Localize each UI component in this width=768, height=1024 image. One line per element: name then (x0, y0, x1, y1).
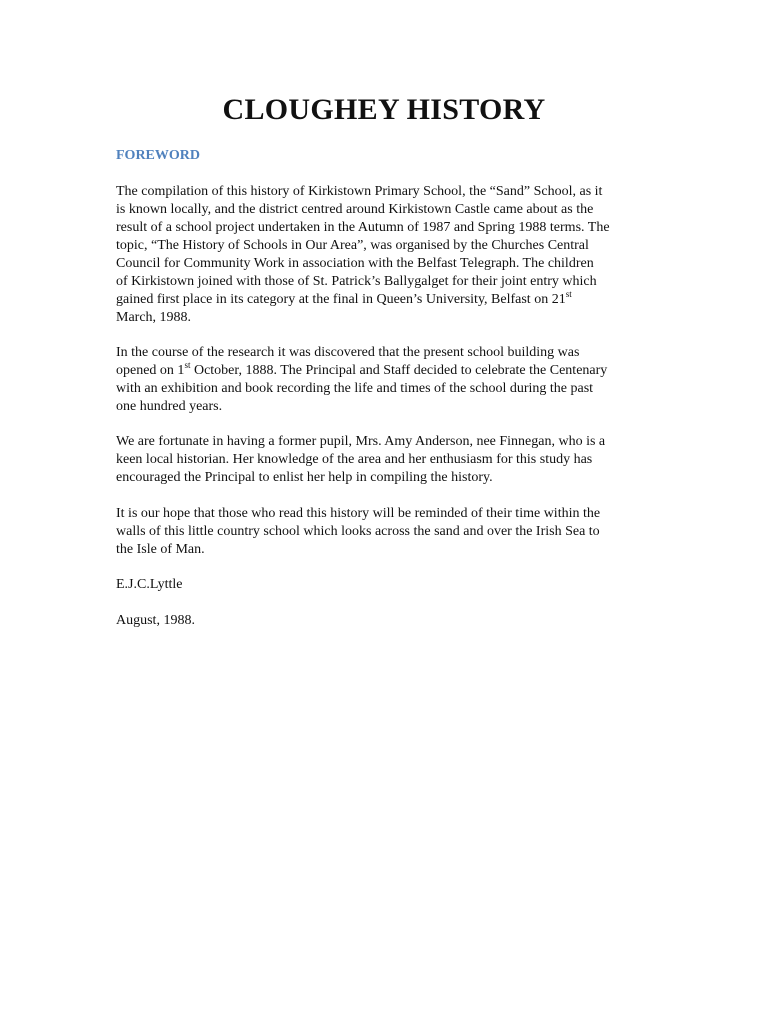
signature-text: E.J.C.Lyttle (116, 577, 183, 592)
date-line (116, 612, 656, 630)
section-heading: FOREWORD (116, 148, 200, 163)
paragraph-4 (116, 505, 656, 559)
superscript: st (184, 360, 191, 370)
text-line: encouraged the Principal to enlist her help in compiling the history. (116, 470, 493, 485)
text-segment: opened on 1 (116, 363, 185, 378)
text-line: In the course of the research it was discovered that the present school building was (116, 345, 580, 360)
text-line: result of a school project undertaken in the Autumn of 1987 and Spring 1988 terms. The (116, 220, 610, 235)
text-segment: October, 1888. The Principal and Staff decided to celebrate the Centenary (190, 363, 608, 378)
text-line: is known locally, and the district centred around Kirkistown Castle came about as the (116, 202, 594, 217)
paragraph-2 (116, 344, 656, 416)
text-segment: gained first place in its category at the final in Queen’s University, Belfast on 21 (116, 292, 566, 307)
text-line: walls of this little country school which looks across the sand and over the Irish Sea to (116, 524, 600, 539)
text-line: keen local historian. Her knowledge of the area and her enthusiasm for this study has (116, 452, 593, 467)
text-line: It is our hope that those who read this history will be reminded of their time within the (116, 506, 601, 521)
text-line: the Isle of Man. (116, 542, 205, 557)
paragraph-1 (116, 183, 656, 327)
text-line: We are fortunate in having a former pupil, Mrs. Amy Anderson, nee Finnegan, who is a (116, 434, 606, 449)
text-line-with-superscript (116, 291, 656, 309)
text-line: March, 1988. (116, 310, 192, 325)
paragraph-3 (116, 433, 656, 487)
text-line: one hundred years. (116, 399, 223, 414)
text-line: with an exhibition and book recording the life and times of the school during the past (116, 381, 594, 396)
superscript: st (565, 289, 572, 299)
text-line-with-superscript (116, 362, 656, 380)
text-line: The compilation of this history of Kirkistown Primary School, the “Sand” School, as it (116, 184, 603, 199)
date-text: August, 1988. (116, 613, 195, 628)
signature (116, 576, 656, 594)
text-line: of Kirkistown joined with those of St. Patrick’s Ballygalget for their joint entry which (116, 274, 597, 289)
page-title: CLOUGHEY HISTORY (222, 93, 546, 126)
text-line: topic, “The History of Schools in Our Area”, was organised by the Churches Central (116, 238, 589, 253)
text-line: Council for Community Work in association with the Belfast Telegraph. The children (116, 256, 594, 271)
